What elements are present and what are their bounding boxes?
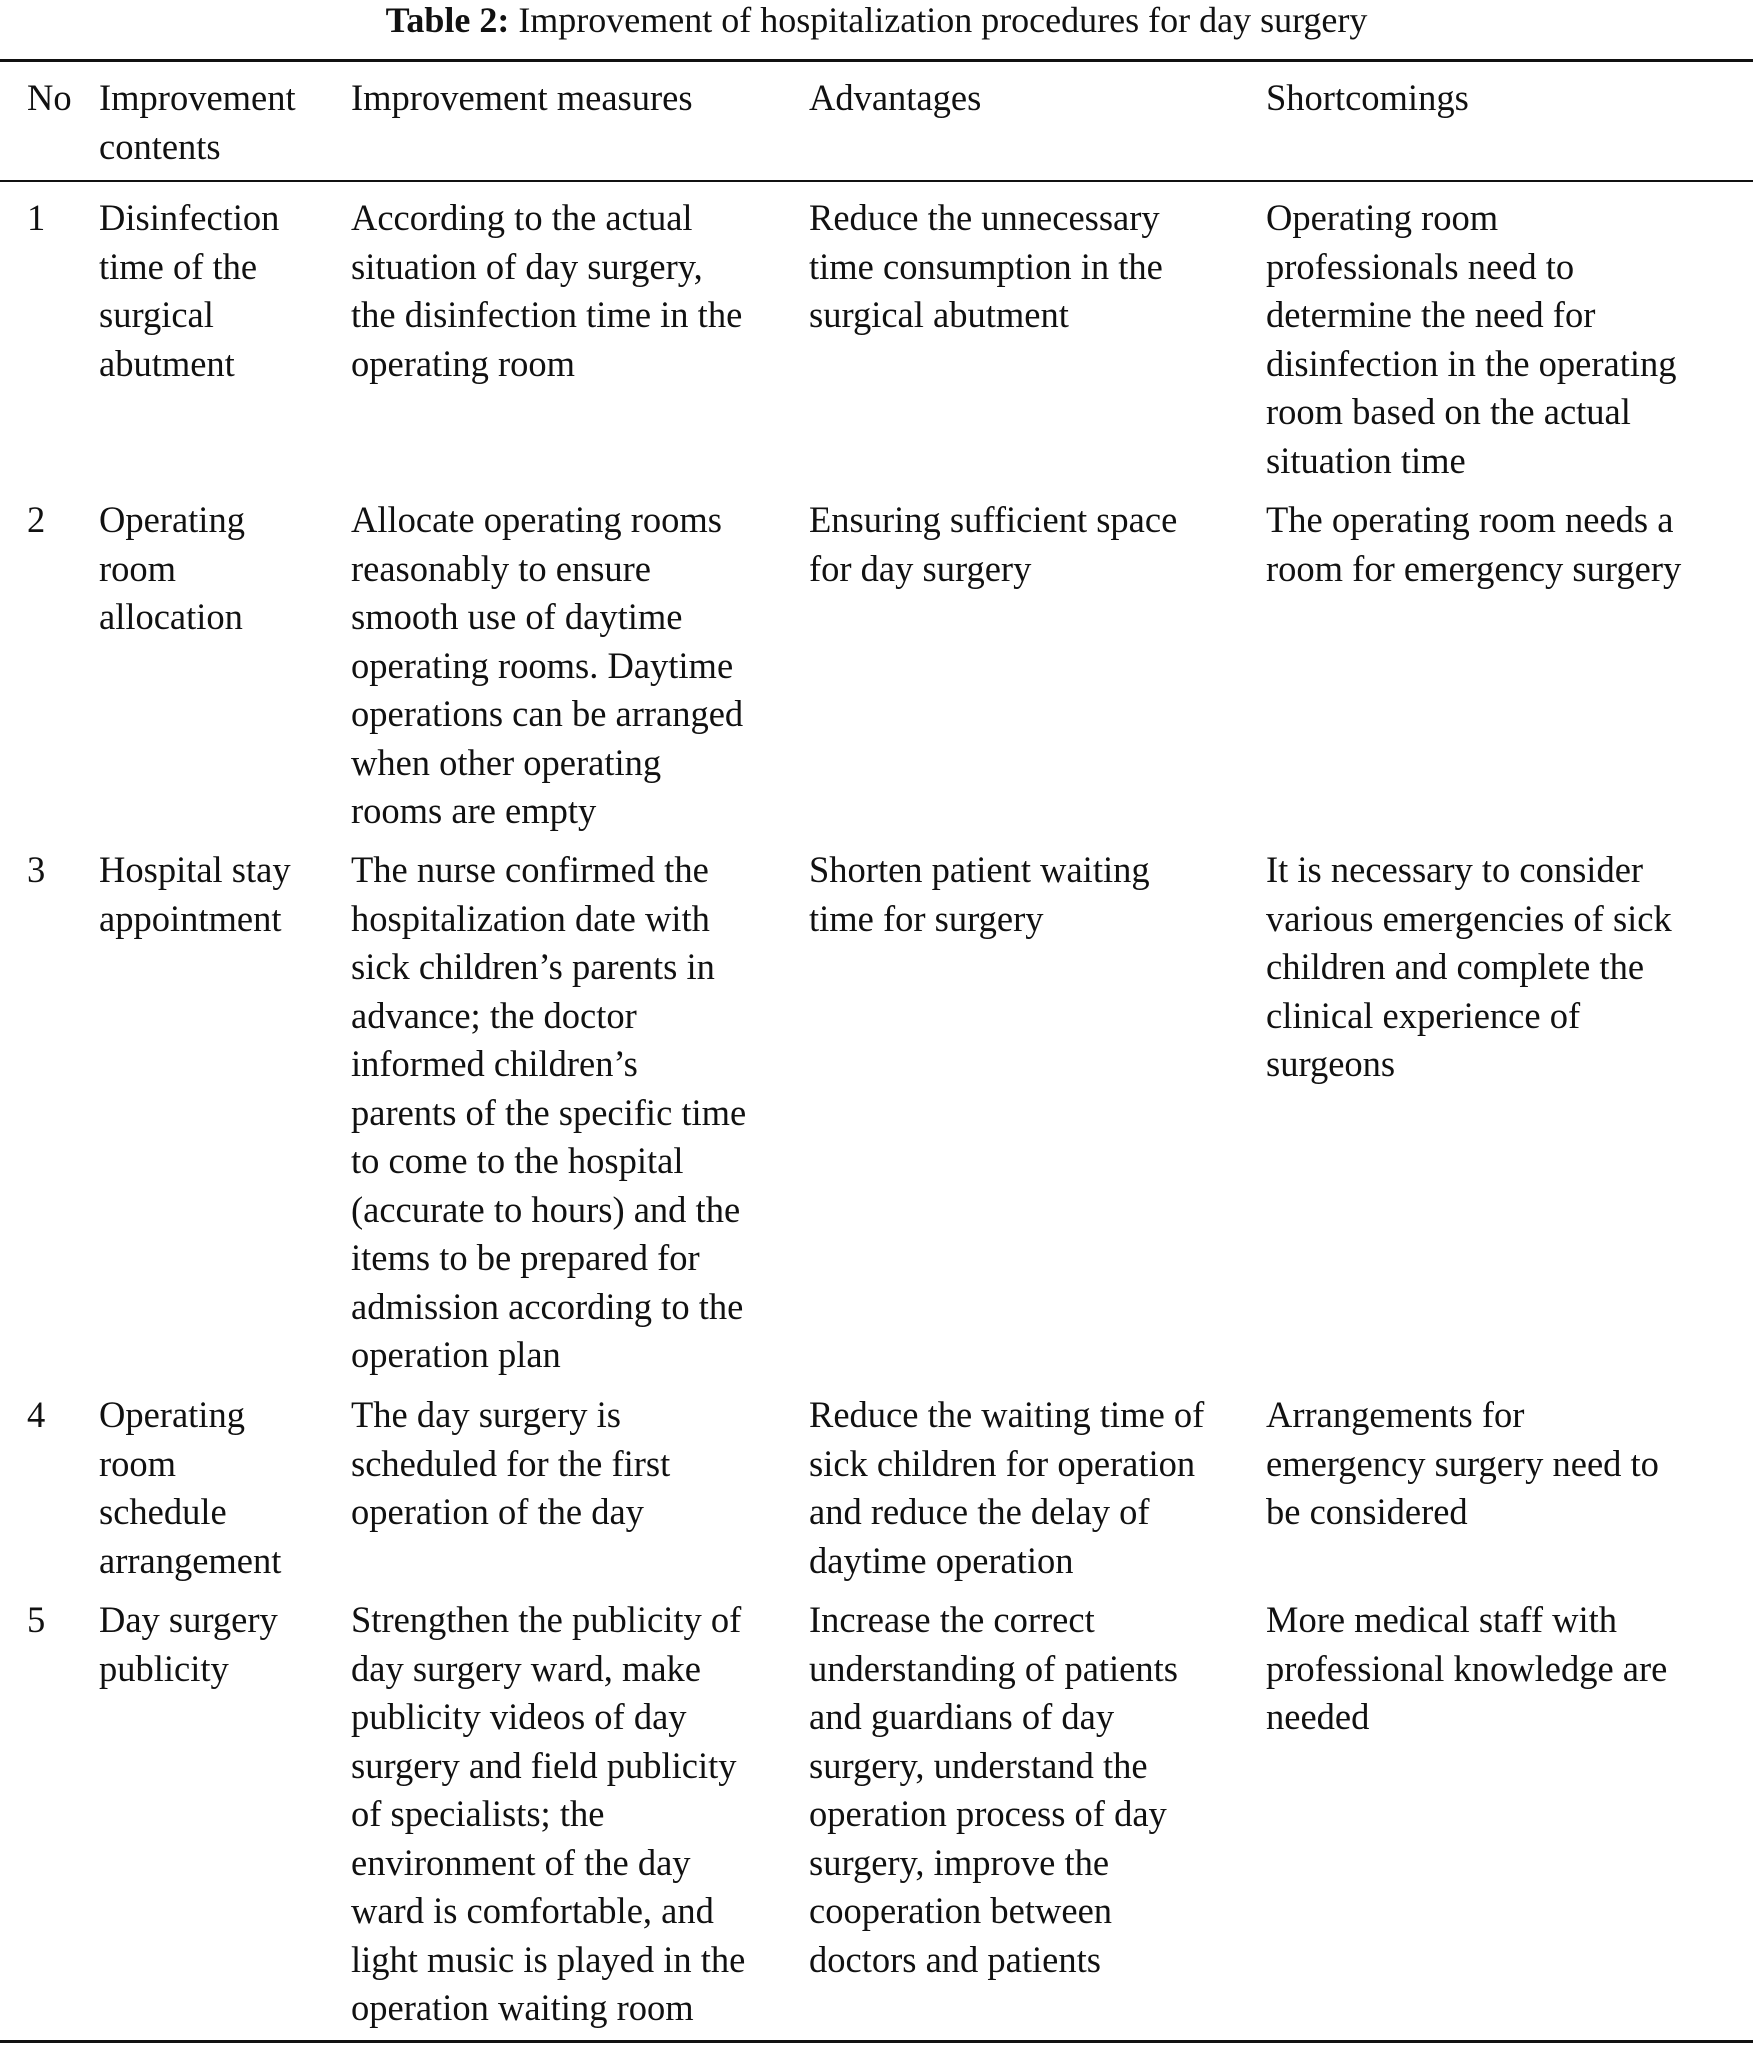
row-3-measures: The nurse confirmed the hospitalization date with sick children’s parents in advance; the doctor informed children’s parents of the specific time to come to the hospital (accurate to hours) and the items to be prepared for admission according to the operation plan	[351, 849, 747, 1375]
row-5-no: 5	[27, 1599, 46, 1640]
row-1-contents: Disinfection time of the surgical abutment	[99, 197, 280, 384]
header-improvement-contents: Improvement contents	[99, 77, 296, 167]
row-2-advantages: Ensuring sufficient space for day surgery	[809, 499, 1178, 589]
table-header-rule	[0, 180, 1753, 182]
row-4-shortcomings: Arrangements for emergency surgery need to be considered	[1266, 1394, 1659, 1532]
header-improvement-measures: Improvement measures	[351, 77, 693, 118]
table-caption	[0, 0, 1753, 40]
row-3-advantages: Shorten patient waiting time for surgery	[809, 849, 1150, 939]
row-1-measures: According to the actual situation of day surgery, the disinfection time in the operating room	[351, 197, 743, 384]
row-2-measures: Allocate operating rooms reasonably to ensure smooth use of daytime operating rooms. Daytime operations can be arranged when other operating rooms are empty	[351, 499, 744, 831]
row-5-measures: Strengthen the publicity of day surgery ward, make publicity videos of day surgery and field publicity of specialists; the environment of the day ward is comfortable, and light music is played in the operation waiting room	[351, 1599, 746, 2028]
row-3-shortcomings: It is necessary to consider various emergencies of sick children and complete the clinical experience of surgeons	[1266, 849, 1672, 1084]
row-1-shortcomings: Operating room professionals need to determine the need for disinfection in the operating room based on the actual situation time	[1266, 197, 1677, 481]
row-2-no: 2	[27, 499, 46, 540]
row-4-no: 4	[27, 1394, 46, 1435]
row-4-advantages: Reduce the waiting time of sick children for operation and reduce the delay of daytime operation	[809, 1394, 1205, 1581]
header-no: No	[27, 77, 72, 118]
table-top-rule	[0, 59, 1753, 62]
header-advantages: Advantages	[809, 77, 982, 118]
table-caption-title: Improvement of hospitalization procedures for day surgery	[518, 0, 1368, 40]
row-5-advantages: Increase the correct understanding of patients and guardians of day surgery, understand the operation process of day surgery, improve the cooperation between doctors and patients	[809, 1599, 1178, 1980]
row-1-advantages: Reduce the unnecessary time consumption in the surgical abutment	[809, 197, 1163, 335]
row-3-contents: Hospital stay appointment	[99, 849, 291, 939]
row-4-measures: The day surgery is scheduled for the first operation of the day	[351, 1394, 671, 1532]
row-5-contents: Day surgery publicity	[99, 1599, 278, 1689]
row-5-shortcomings: More medical staff with professional knowledge are needed	[1266, 1599, 1668, 1737]
row-1-no: 1	[27, 197, 46, 238]
row-2-shortcomings: The operating room needs a room for emergency surgery	[1266, 499, 1682, 589]
row-4-contents: Operating room schedule arrangement	[99, 1394, 282, 1581]
header-shortcomings: Shortcomings	[1266, 77, 1469, 118]
table-bottom-rule	[0, 2040, 1753, 2043]
row-3-no: 3	[27, 849, 46, 890]
table-caption-label: Table 2:	[385, 0, 510, 40]
row-2-contents: Operating room allocation	[99, 499, 245, 637]
